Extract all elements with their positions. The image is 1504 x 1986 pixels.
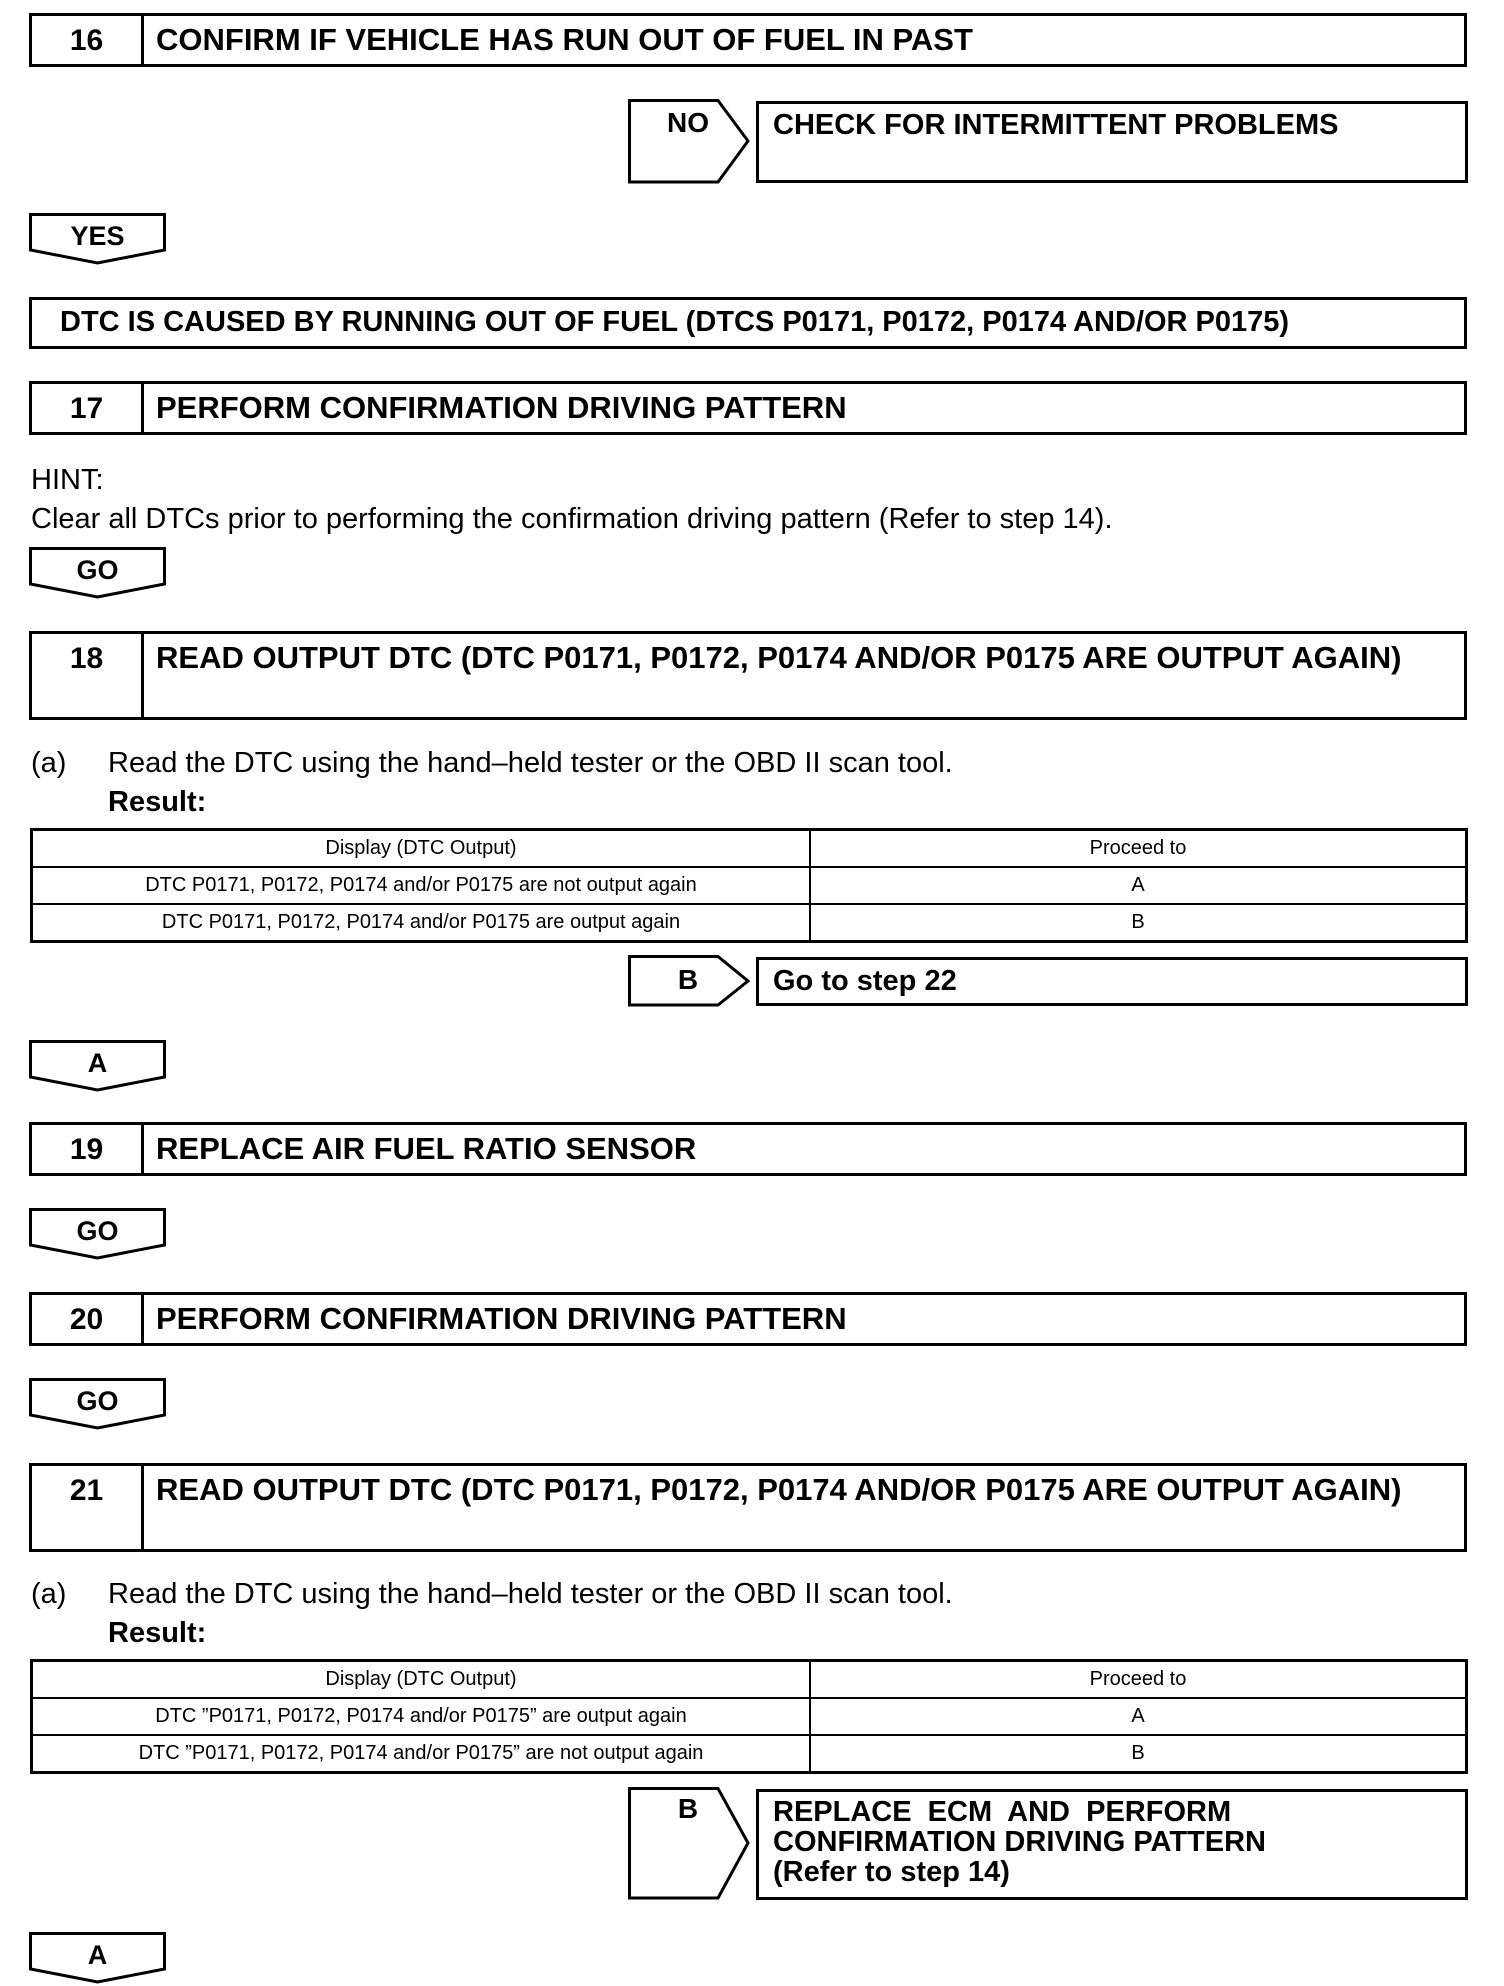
table-cell: B xyxy=(810,904,1467,942)
go-tag xyxy=(29,547,166,599)
tag-label: YES xyxy=(70,221,125,251)
result-label: Result: xyxy=(108,786,207,818)
table-cell: DTC P0171, P0172, P0174 and/or P0175 are not output again xyxy=(32,867,811,904)
step-title: REPLACE AIR FUEL RATIO SENSOR xyxy=(156,1131,697,1166)
table-row xyxy=(32,1735,1467,1773)
yes-tag xyxy=(29,213,166,265)
step-number: 20 xyxy=(32,1295,144,1343)
table-header-cell: Display (DTC Output) xyxy=(32,1661,811,1699)
table-row xyxy=(32,1698,1467,1735)
table-header-cell: Display (DTC Output) xyxy=(32,830,811,868)
branch-result-box: Go to step 22 xyxy=(756,957,1468,1006)
table-cell: A xyxy=(810,1698,1467,1735)
table-cell: A xyxy=(810,867,1467,904)
tag-label: A xyxy=(87,1048,108,1078)
step-number: 17 xyxy=(32,384,144,432)
result-table-21 xyxy=(30,1659,1468,1774)
step-title: PERFORM CONFIRMATION DRIVING PATTERN xyxy=(156,390,847,425)
table-header-cell: Proceed to xyxy=(810,1661,1467,1699)
table-header-cell: Proceed to xyxy=(810,830,1467,868)
table-row xyxy=(32,904,1467,942)
table-header-row xyxy=(32,830,1467,868)
table-row xyxy=(32,867,1467,904)
step-19-header xyxy=(29,1122,1467,1176)
table-header-row xyxy=(32,1661,1467,1699)
step-20-header xyxy=(29,1292,1467,1346)
branch-result-line: REPLACE ECM AND PERFORM xyxy=(773,1796,1232,1828)
tag-label: GO xyxy=(76,1386,119,1416)
step-number: 19 xyxy=(32,1125,144,1173)
hint-label: HINT: xyxy=(31,464,104,496)
table-cell: DTC P0171, P0172, P0174 and/or P0175 are output again xyxy=(32,904,811,942)
branch-result-line: (Refer to step 14) xyxy=(773,1856,1010,1888)
step-16-header xyxy=(29,13,1467,67)
a-tag xyxy=(29,1040,166,1092)
branch-label: B xyxy=(677,1793,699,1824)
tag-label: GO xyxy=(76,555,119,585)
instruction-text: Read the DTC using the hand–held tester or the OBD II scan tool. xyxy=(108,1578,953,1610)
step-number: 18 xyxy=(32,634,144,717)
branch-result-line: CONFIRMATION DRIVING PATTERN xyxy=(773,1826,1266,1858)
tag-label: A xyxy=(87,1940,108,1970)
instruction-marker: (a) xyxy=(31,747,67,779)
step-title: CONFIRM IF VEHICLE HAS RUN OUT OF FUEL IN PAST xyxy=(156,22,973,57)
step-title: READ OUTPUT DTC (DTC P0171, P0172, P0174 AND/OR P0175 ARE OUTPUT AGAIN) xyxy=(156,640,1402,675)
step-number: 21 xyxy=(32,1466,144,1549)
table-cell: B xyxy=(810,1735,1467,1773)
branch-result-box xyxy=(756,1789,1468,1900)
table-cell: DTC ”P0171, P0172, P0174 and/or P0175” are not output again xyxy=(32,1735,811,1773)
step-21-header xyxy=(29,1463,1467,1552)
table-cell: DTC ”P0171, P0172, P0174 and/or P0175” are output again xyxy=(32,1698,811,1735)
branch-label: NO xyxy=(667,107,709,138)
branch-label: B xyxy=(677,964,699,995)
step-17-header xyxy=(29,381,1467,435)
step-18-header xyxy=(29,631,1467,720)
step-title: PERFORM CONFIRMATION DRIVING PATTERN xyxy=(156,1301,847,1336)
branch-result-box: CHECK FOR INTERMITTENT PROBLEMS xyxy=(756,101,1468,183)
instruction-marker: (a) xyxy=(31,1578,67,1610)
go-tag xyxy=(29,1378,166,1430)
a-tag xyxy=(29,1932,166,1984)
hint-text: Clear all DTCs prior to performing the confirmation driving pattern (Refer to step 14). xyxy=(31,503,1113,535)
step-number: 16 xyxy=(32,16,144,64)
go-tag xyxy=(29,1208,166,1260)
result-label: Result: xyxy=(108,1617,207,1649)
tag-label: GO xyxy=(76,1216,119,1246)
step-title: READ OUTPUT DTC (DTC P0171, P0172, P0174 AND/OR P0175 ARE OUTPUT AGAIN) xyxy=(156,1472,1402,1507)
conclusion-box: DTC IS CAUSED BY RUNNING OUT OF FUEL (DTCS P0171, P0172, P0174 AND/OR P0175) xyxy=(29,297,1467,349)
result-table-18 xyxy=(30,828,1468,943)
instruction-text: Read the DTC using the hand–held tester or the OBD II scan tool. xyxy=(108,747,953,779)
